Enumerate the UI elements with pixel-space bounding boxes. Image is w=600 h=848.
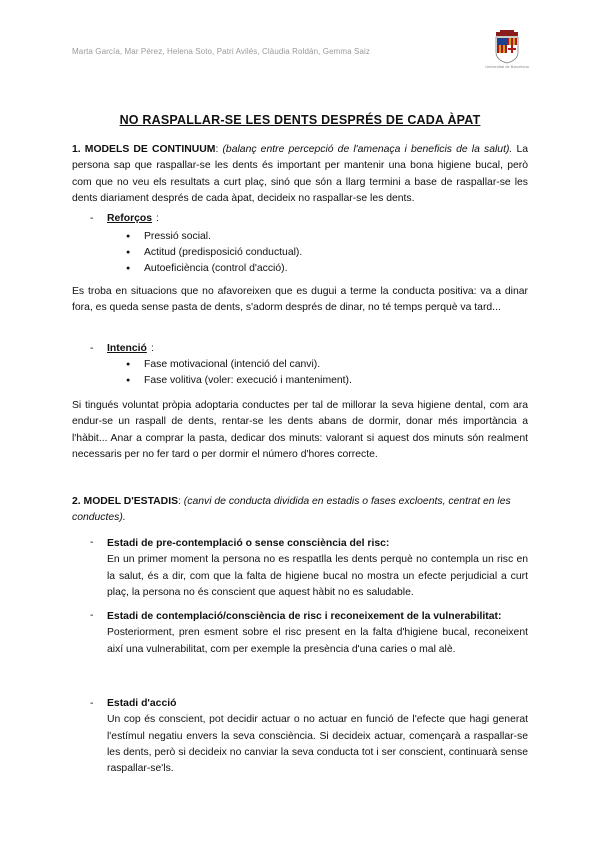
section2-heading: 2. MODEL D'ESTADIS <box>72 496 179 507</box>
stage-title: Estadi de pre-contemplació o sense consciència del risc: <box>107 538 390 549</box>
list-item: ● Fase volitiva (voler: execució i manteniment). <box>126 373 352 389</box>
colon: : <box>156 213 159 224</box>
logo-caption: Universitat de Barcelona <box>485 64 529 69</box>
section1-intro: La persona sap que raspallar-se les dents és important per mantenir una bona higiene bucal, però com que no veu els resultats a curt plaç, sinó que són a llarg termini a base de raspallar-se les dents diariament després de cada àpat, decideix no raspallar-se les dents. <box>72 144 529 204</box>
section2-heading-block: 2. MODEL D'ESTADIS: (canvi de conducta dividida en estadis o fases excloents, centrat en les conductes). <box>72 496 511 524</box>
stage-text: En un primer moment la persona no es respatlla les dents perquè no contempla un risc en la salut, és a dir, com que la falta de higiene bucal no mostra un efecte perjudicial a curt plaç, la persona no és conscient que aquest hàbit no es saludable. <box>107 554 528 598</box>
reforcos-list <box>126 229 302 278</box>
dash-marker: - <box>90 610 94 621</box>
stage-text: Posteriorment, pren esment sobre el risc present en la falta d'higiene bucal, reconeixent així una vulnerabilitat, com per exemple la presència d'una caries o mal alè. <box>107 627 528 655</box>
stage-contemplation <box>107 609 528 658</box>
stage-title: Estadi d'acció <box>107 698 177 709</box>
section1-subtitle: (balanç entre percepció de l'amenaça i beneficis de la salut). <box>222 144 513 155</box>
dash-marker: - <box>90 698 94 709</box>
list-item: ● Autoeficiència (control d'acció). <box>126 261 302 277</box>
stage-title: Estadi de contemplació/consciència de risc i reconeixement de la vulnerabilitat: <box>107 611 502 622</box>
stage-text: Un cop és conscient, pot decidir actuar o no actuar en funció de l'efecte que hagi generat l'estímul negatiu envers la seva consciència. Si decideix actuar, començarà a raspallar-se les dents, però si decideix no canviar la seva conducta tot i ser conscient, continuarà sense raspallar-se'ls. <box>107 714 528 775</box>
list-item: ● Actitud (predisposició conductual). <box>126 245 302 261</box>
dash-marker: - <box>90 213 94 224</box>
section2-subtitle: (canvi de conducta dividida en estadis o fases excloents, centrat en les conductes). <box>72 496 511 524</box>
authors-line: Marta García, Mar Pérez, Helena Soto, Patri Avilés, Clàudia Roldán, Gemma Saiz <box>72 47 370 56</box>
list-item: ● Pressió social. <box>126 229 302 245</box>
dash-marker: - <box>90 343 94 354</box>
page-title: NO RASPALLAR-SE LES DENTS DESPRÉS DE CADA ÀPAT <box>119 113 481 127</box>
colon: : <box>151 343 154 354</box>
intencio-list <box>126 357 352 389</box>
stage-action <box>107 696 528 777</box>
list-item: ● Fase motivacional (intenció del canvi). <box>126 357 352 373</box>
section1-heading: 1. MODELS DE CONTINUUM <box>72 144 216 155</box>
section1-paragraph3: Si tingués voluntat pròpia adoptaria conductes per tal de millorar la seva higiene dental, com ara endur-se un raspall de dents, rentar-se les dents abans de dormir, donar més importància a l'hàbit... Anar a comprar la pasta, dedicar dos minuts: valorant si aquest dos minuts són realment necessaris per no fer tard o per dormir el número d'hores correcte. <box>72 400 528 460</box>
stage-precontemplation <box>107 536 528 601</box>
section1-heading-block: 1. MODELS DE CONTINUUM: (balanç entre percepció de l'amenaça i beneficis de la salut). La persona sap que raspallar-se les dents és important per mantenir una bona higiene bucal, però com que no veu els resultats a curt plaç, sinó que són a llarg termini a base de raspallar-se les dents diariament després de cada àpat, decideix no raspallar-se les dents. <box>72 144 529 204</box>
intencio-label: Intenció <box>107 343 147 354</box>
reforcos-label: Reforços <box>107 213 153 224</box>
dash-marker: - <box>90 537 94 548</box>
section1-paragraph2: Es troba en situacions que no afavoreixen que es dugui a terme la conducta positiva: va a dinar fora, es queda sense pasta de dents, s'adorm després de dinar, no té temps perquè va tard... <box>72 286 528 314</box>
